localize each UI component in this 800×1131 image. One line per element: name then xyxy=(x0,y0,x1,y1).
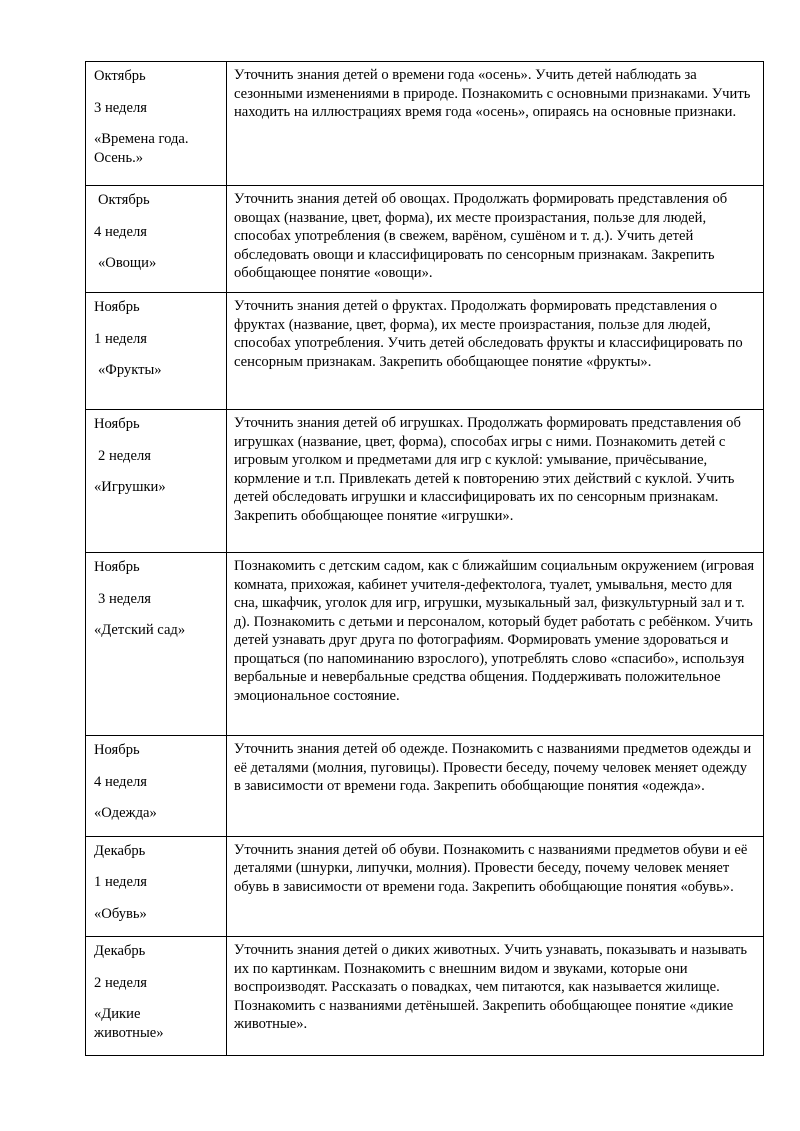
table-row xyxy=(86,62,764,186)
topic-cell xyxy=(86,736,227,837)
topic-cell xyxy=(86,553,227,736)
topic-cell xyxy=(86,937,227,1056)
goals-text: Познакомить с детским садом, как с ближайшим социальным окружением (игровая комната, прихожая, кабинет учителя-дефектолога, туалет, умывальня, место для сна, шкафчик, уголок для игр, игрушки, музыкальный зал, физкультурный зал и т. д). Познакомить с детьми и персоналом, который будет работать с ребёнком. Учить детей узнавать друг друга по фотографиям. Формировать умение здороваться и прощаться (по напоминанию взрослого), употреблять слово «спасибо», используя вербальные и невербальные средства общения. Поддерживать положительное эмоциональное состояние. xyxy=(227,553,764,736)
table-row xyxy=(86,836,764,937)
week-label: 2 неделя xyxy=(94,974,147,991)
goals-text: Уточнить знания детей об игрушках. Продолжать формировать представления об игрушках (название, цвет, форма), способах игры с ними. Познакомить детей с игровым уголком и предметами для игр с куклой: умывание, причёсывание, кормление и т.п. Привлекать детей к повторению этих действий с куклой. Учить детей обследовать игрушки и классифицировать их по сенсорным признакам. Закрепить обобщающее понятие «игрушки». xyxy=(227,410,764,553)
table-row xyxy=(86,553,764,736)
topic-cell xyxy=(86,836,227,937)
table-row xyxy=(86,186,764,293)
topic-cell xyxy=(86,293,227,410)
month-label: Ноябрь xyxy=(94,559,140,575)
goals-text: Уточнить знания детей об обуви. Познакомить с названиями предметов обуви и её деталями (шнурки, липучки, молния). Провести беседу, почему человек меняет обувь в зависимости от времени года. Закрепить обобщающие понятия «обувь». xyxy=(227,836,764,937)
week-label: 2 неделя xyxy=(98,447,151,464)
topic-title: «Времена года. Осень.» xyxy=(94,131,189,166)
topic-title: «Овощи» xyxy=(98,255,157,271)
topic-title: «Одежда» xyxy=(94,805,157,821)
thematic-plan-table xyxy=(85,61,764,1056)
month-label: Ноябрь xyxy=(94,742,140,758)
month-label: Ноябрь xyxy=(94,299,140,315)
goals-text: Уточнить знания детей об одежде. Познакомить с названиями предметов одежды и её деталями (молния, пуговицы). Провести беседу, почему человек меняет одежду в зависимости от времени года. Закрепить обобщающие понятия «одежда». xyxy=(227,736,764,837)
topic-cell xyxy=(86,62,227,186)
week-label: 3 неделя xyxy=(94,99,147,116)
topic-title: «Фрукты» xyxy=(98,362,162,378)
month-label: Декабрь xyxy=(94,943,146,959)
topic-cell xyxy=(86,186,227,293)
week-label: 3 неделя xyxy=(98,590,151,607)
month-label: Октябрь xyxy=(94,68,146,84)
table-row xyxy=(86,736,764,837)
month-label: Декабрь xyxy=(94,842,146,859)
topic-title: «Игрушки» xyxy=(94,479,166,495)
topic-title: «Дикие животные» xyxy=(94,1006,164,1041)
month-label: Ноябрь xyxy=(94,416,140,432)
week-label: 4 неделя xyxy=(94,223,147,240)
week-label: 4 неделя xyxy=(94,773,147,790)
table-row xyxy=(86,937,764,1056)
month-label: Октябрь xyxy=(98,192,150,208)
topic-cell xyxy=(86,410,227,553)
table-row xyxy=(86,410,764,553)
goals-text: Уточнить знания детей о фруктах. Продолжать формировать представления о фруктах (название, цвет, форма), их месте произрастания, пользе для людей, способах употребления. Учить детей обследовать фрукты и классифицировать по сенсорным признакам. Закрепить обобщающее понятие «фрукты». xyxy=(227,293,764,410)
topic-title: «Детский сад» xyxy=(94,622,186,638)
goals-text: Уточнить знания детей об овощах. Продолжать формировать представления об овощах (название, цвет, форма), их месте произрастания, пользе для людей, способах употребления (в свежем, варёном, сушёном и т. д.). Учить детей обследовать овощи и классифицировать по сенсорным признакам. Закрепить обобщающее понятие «овощи». xyxy=(227,186,764,293)
table-row xyxy=(86,293,764,410)
goals-text: Уточнить знания детей о времени года «осень». Учить детей наблюдать за сезонными изменениями в природе. Познакомить с основными признаками. Учить находить на иллюстрациях время года «осень», опираясь на основные признаки. xyxy=(227,62,764,186)
topic-title: «Обувь» xyxy=(94,905,147,922)
week-label: 1 неделя xyxy=(94,330,147,347)
week-label: 1 неделя xyxy=(94,874,147,890)
goals-text: Уточнить знания детей о диких животных. Учить узнавать, показывать и называть их по картинкам. Познакомить с внешним видом и звуками, которые они воспроизводят. Рассказать о повадках, чем питаются, как называется жилище. Познакомить с названиями детёнышей. Закрепить обобщающее понятие «дикие животные». xyxy=(227,937,764,1056)
